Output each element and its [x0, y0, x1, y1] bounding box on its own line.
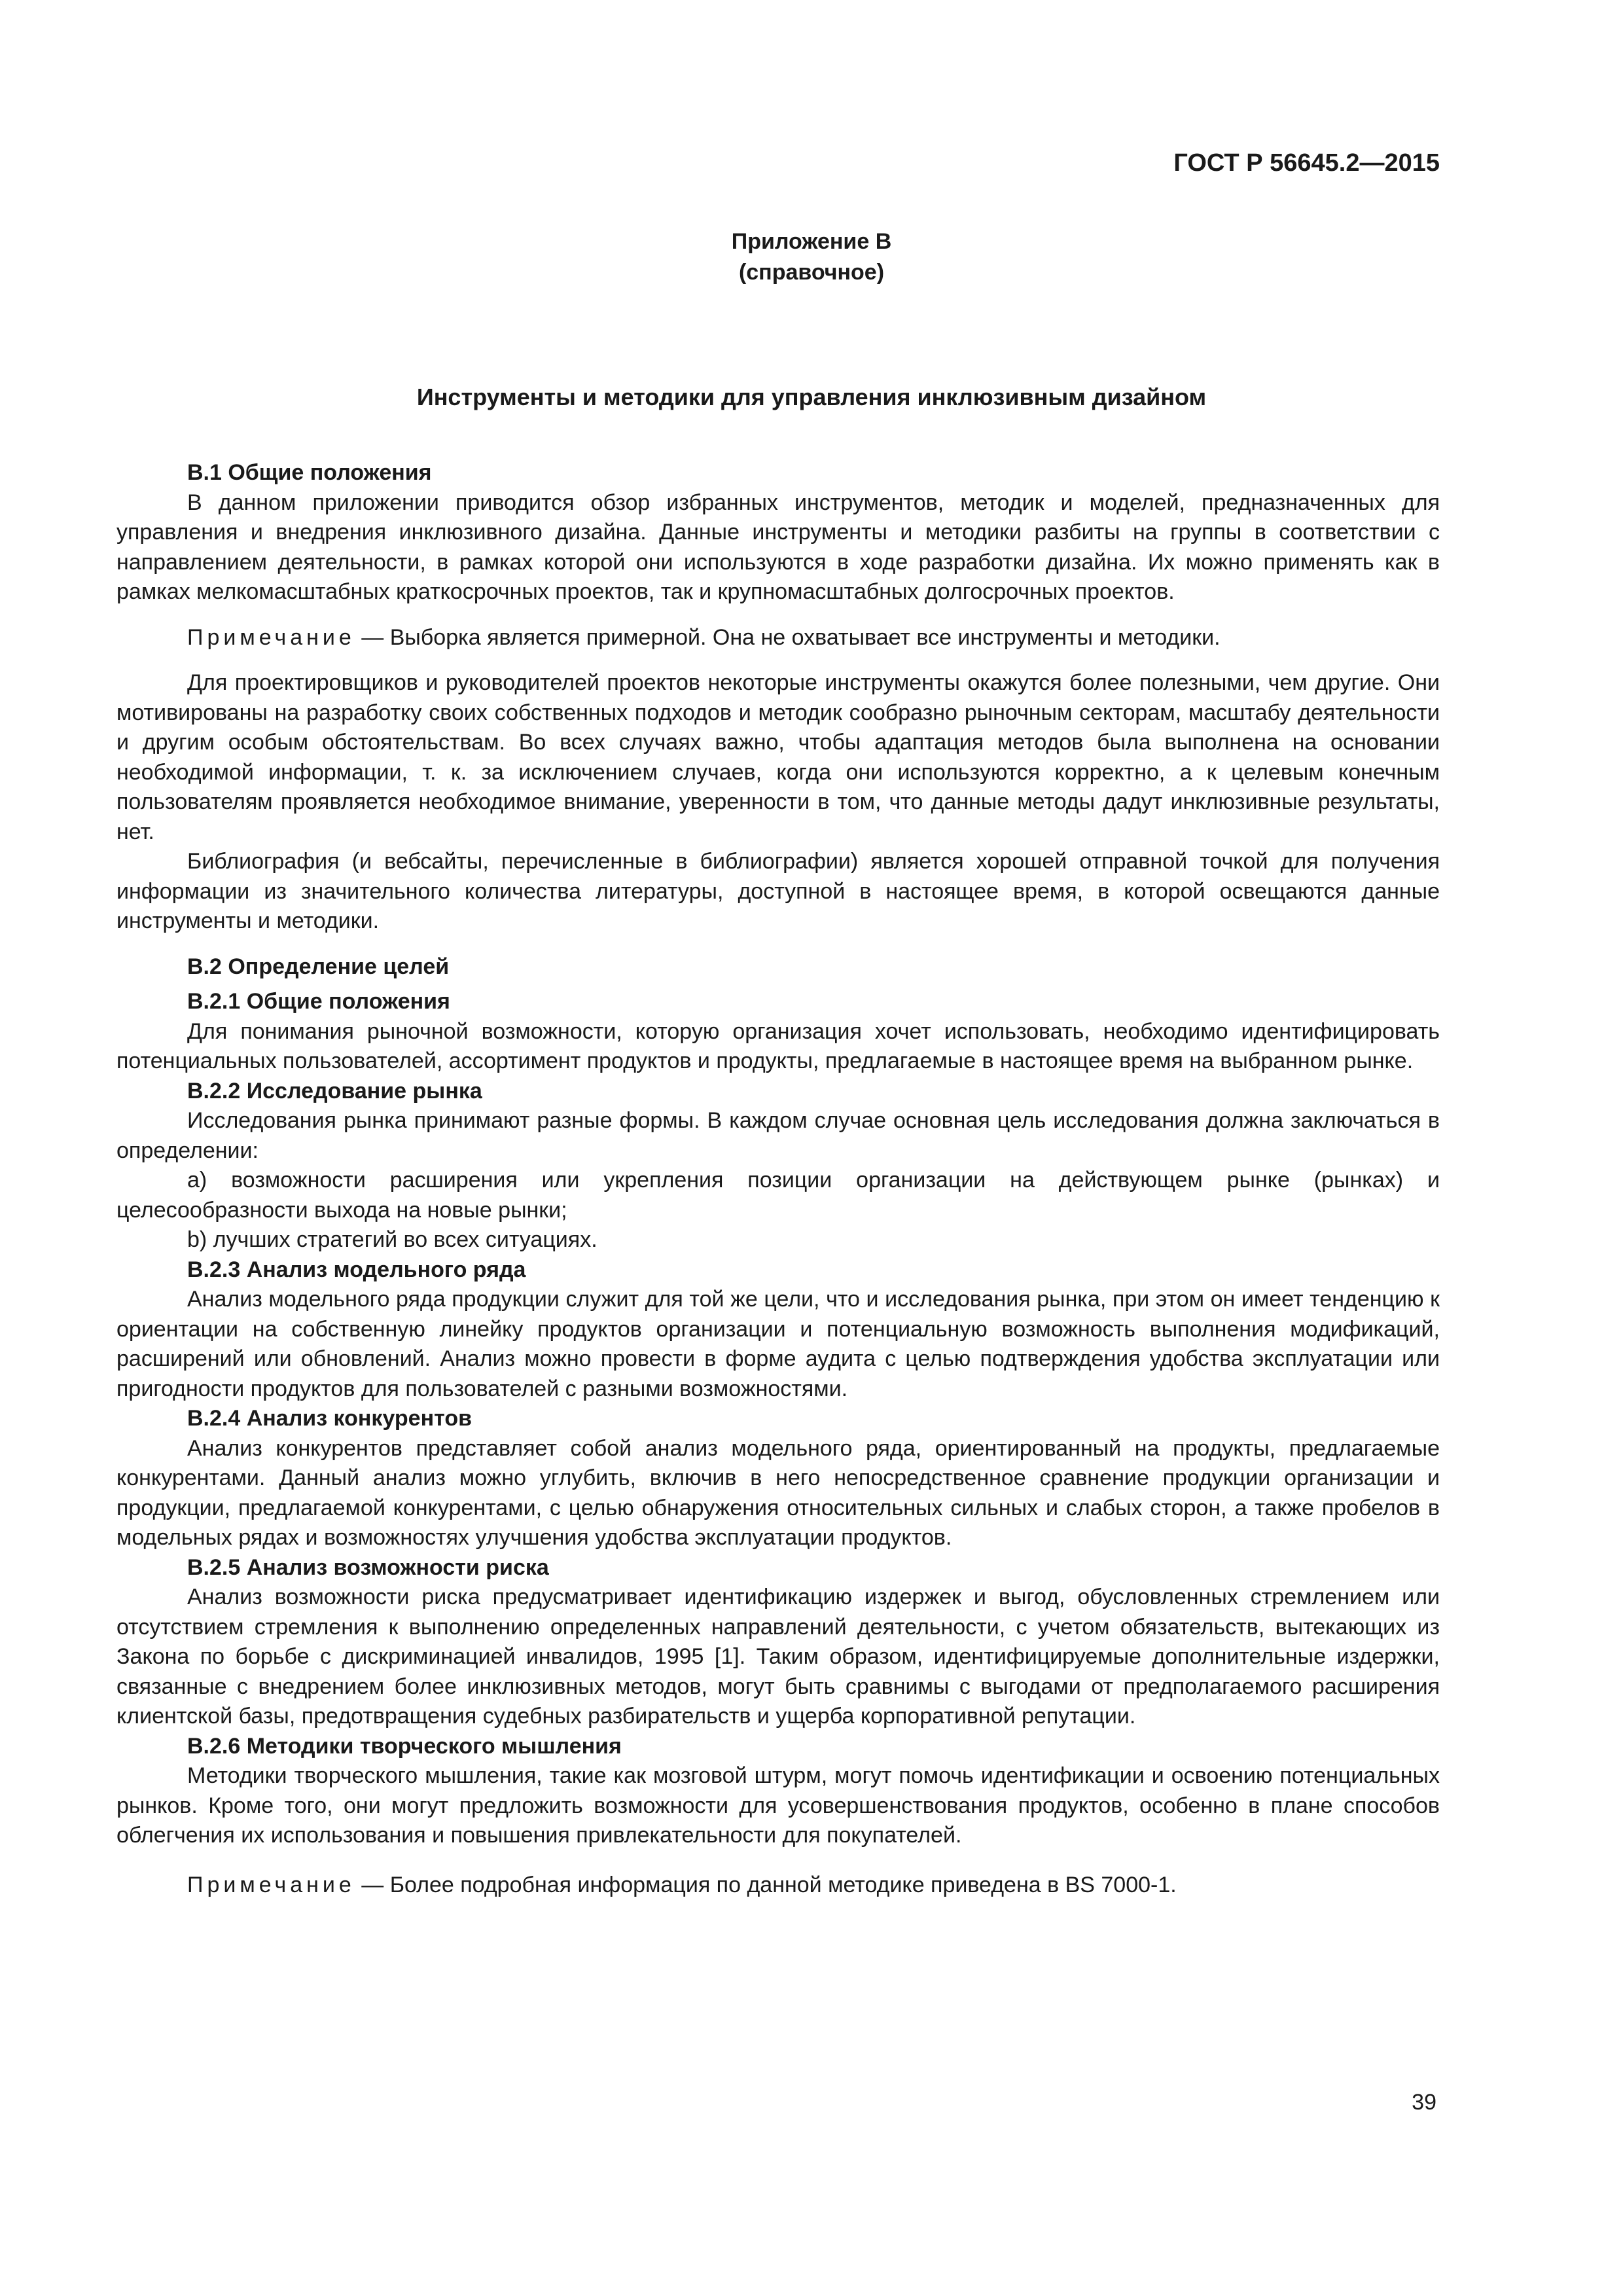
note-text: — Выборка является примерной. Она не охватывает все инструменты и методики.: [355, 624, 1221, 650]
document-code: ГОСТ Р 56645.2—2015: [1173, 149, 1440, 177]
note-text: — Более подробная информация по данной методике приведена в BS 7000-1.: [355, 1872, 1177, 1897]
note-label: Примечание: [187, 1872, 355, 1897]
annex-title: Приложение В: [731, 229, 892, 254]
note-label: Примечание: [187, 624, 355, 650]
subsection-heading-b23: В.2.3 Анализ модельного ряда: [187, 1257, 526, 1282]
subsection-heading-b24: В.2.4 Анализ конкурентов: [187, 1406, 472, 1431]
paragraph: Методики творческого мышления, такие как мозговой штурм, могут помочь идентификации и освоению потенциальных рынков. Кроме того, они могут предложить возможности для усовершенствования продуктов, особенно в плане способов облегчения их использования и повышения привлекательности для покупателей.: [116, 1763, 1440, 1848]
paragraph: Исследования рынка принимают разные формы. В каждом случае основная цель исследования должна заключаться в определении:: [116, 1108, 1440, 1163]
section-heading-b1: В.1 Общие положения: [187, 460, 432, 485]
paragraph: Анализ модельного ряда продукции служит для той же цели, что и исследования рынка, при этом он имеет тенденцию к ориентации на собственную линейку продуктов организации и потенциальную возможность выполнения модификаций, расширений или обновлений. Анализ можно провести в форме аудита с целью подтверждения удобства эксплуатации или пригодности продуктов для пользователей с разными возможностями.: [116, 1287, 1440, 1401]
main-title: Инструменты и методики для управления инклюзивным дизайном: [416, 384, 1207, 410]
paragraph: Анализ возможности риска предусматривает идентификацию издержек и выгод, обусловленных стремлением или отсутствием стремления к выполнению определенных направлений деятельности, с учетом обязательств, вытекающих из Закона по борьбе с дискриминацией инвалидов, 1995 [1]. Таким образом, идентифицируемые дополнительные издержки, связанные с внедрением более инклюзивных методов, могут быть сравнимы с выгодами от предполагаемого расширения клиентской базы, предотвращения судебных разбирательств и ущерба корпоративной репутации.: [116, 1585, 1440, 1729]
paragraph: Библиография (и вебсайты, перечисленные в библиографии) является хорошей отправной точкой для получения информации из значительного количества литературы, доступной в настоящее время, в которой освещаются данные инструменты и методики.: [116, 849, 1440, 933]
section-heading-b2: В.2 Определение целей: [187, 954, 450, 979]
annex-type: (справочное): [738, 260, 885, 285]
subsection-heading-b22: В.2.2 Исследование рынка: [187, 1078, 482, 1103]
note: [116, 1871, 1440, 1901]
note: [116, 623, 1440, 653]
paragraph: В данном приложении приводится обзор избранных инструментов, методик и моделей, предназначенных для управления и внедрения инклюзивного дизайна. Данные инструменты и методики разбиты на группы в соответствии с направлением деятельности, в рамках которой они используются в ходе разработки дизайна. Их можно применять как в рамках мелкомасштабных краткосрочных проектов, так и крупномасштабных долгосрочных проектов.: [116, 490, 1440, 604]
subsection-heading-b21: В.2.1 Общие положения: [187, 989, 450, 1014]
list-item: a) возможности расширения или укрепления позиции организации на действующем рынке (рынках) и целесообразности выхода на новые рынки;: [116, 1168, 1440, 1223]
paragraph: Для понимания рыночной возможности, которую организация хочет использовать, необходимо идентифицировать потенциальных пользователей, ассортимент продуктов и продукты, предлагаемые в настоящее время на выбранном рынке.: [116, 1018, 1440, 1073]
paragraph: Анализ конкурентов представляет собой анализ модельного ряда, ориентированный на продукты, предлагаемые конкурентами. Данный анализ можно углубить, включив в него непосредственное сравнение продукции организации и продукции, предлагаемой конкурентами, с целью обнаружения относительных сильных и слабых сторон, а также пробелов в модельных рядах и возможностях улучшения удобства эксплуатации продуктов.: [116, 1435, 1440, 1550]
list-item: b) лучших стратегий во всех ситуациях.: [187, 1227, 597, 1252]
subsection-heading-b25: В.2.5 Анализ возможности риска: [187, 1554, 549, 1580]
document-body: [116, 458, 1440, 1900]
paragraph: Для проектировщиков и руководителей проектов некоторые инструменты окажутся более полезными, чем другие. Они мотивированы на разработку своих собственных подходов и методик сообразно рыночным секторам, масштабу деятельности и другим особым обстоятельствам. Во всех случаях важно, чтобы адаптация методов была выполнена на основании необходимой информации, т. к. за исключением случаев, когда они используются корректно, а к целевым конечным пользователям проявляется необходимое внимание, уверенности в том, что данные методы дадут инклюзивные результаты, нет.: [116, 670, 1440, 844]
page-number: 39: [1412, 2090, 1436, 2115]
subsection-heading-b26: В.2.6 Методики творческого мышления: [187, 1733, 622, 1759]
